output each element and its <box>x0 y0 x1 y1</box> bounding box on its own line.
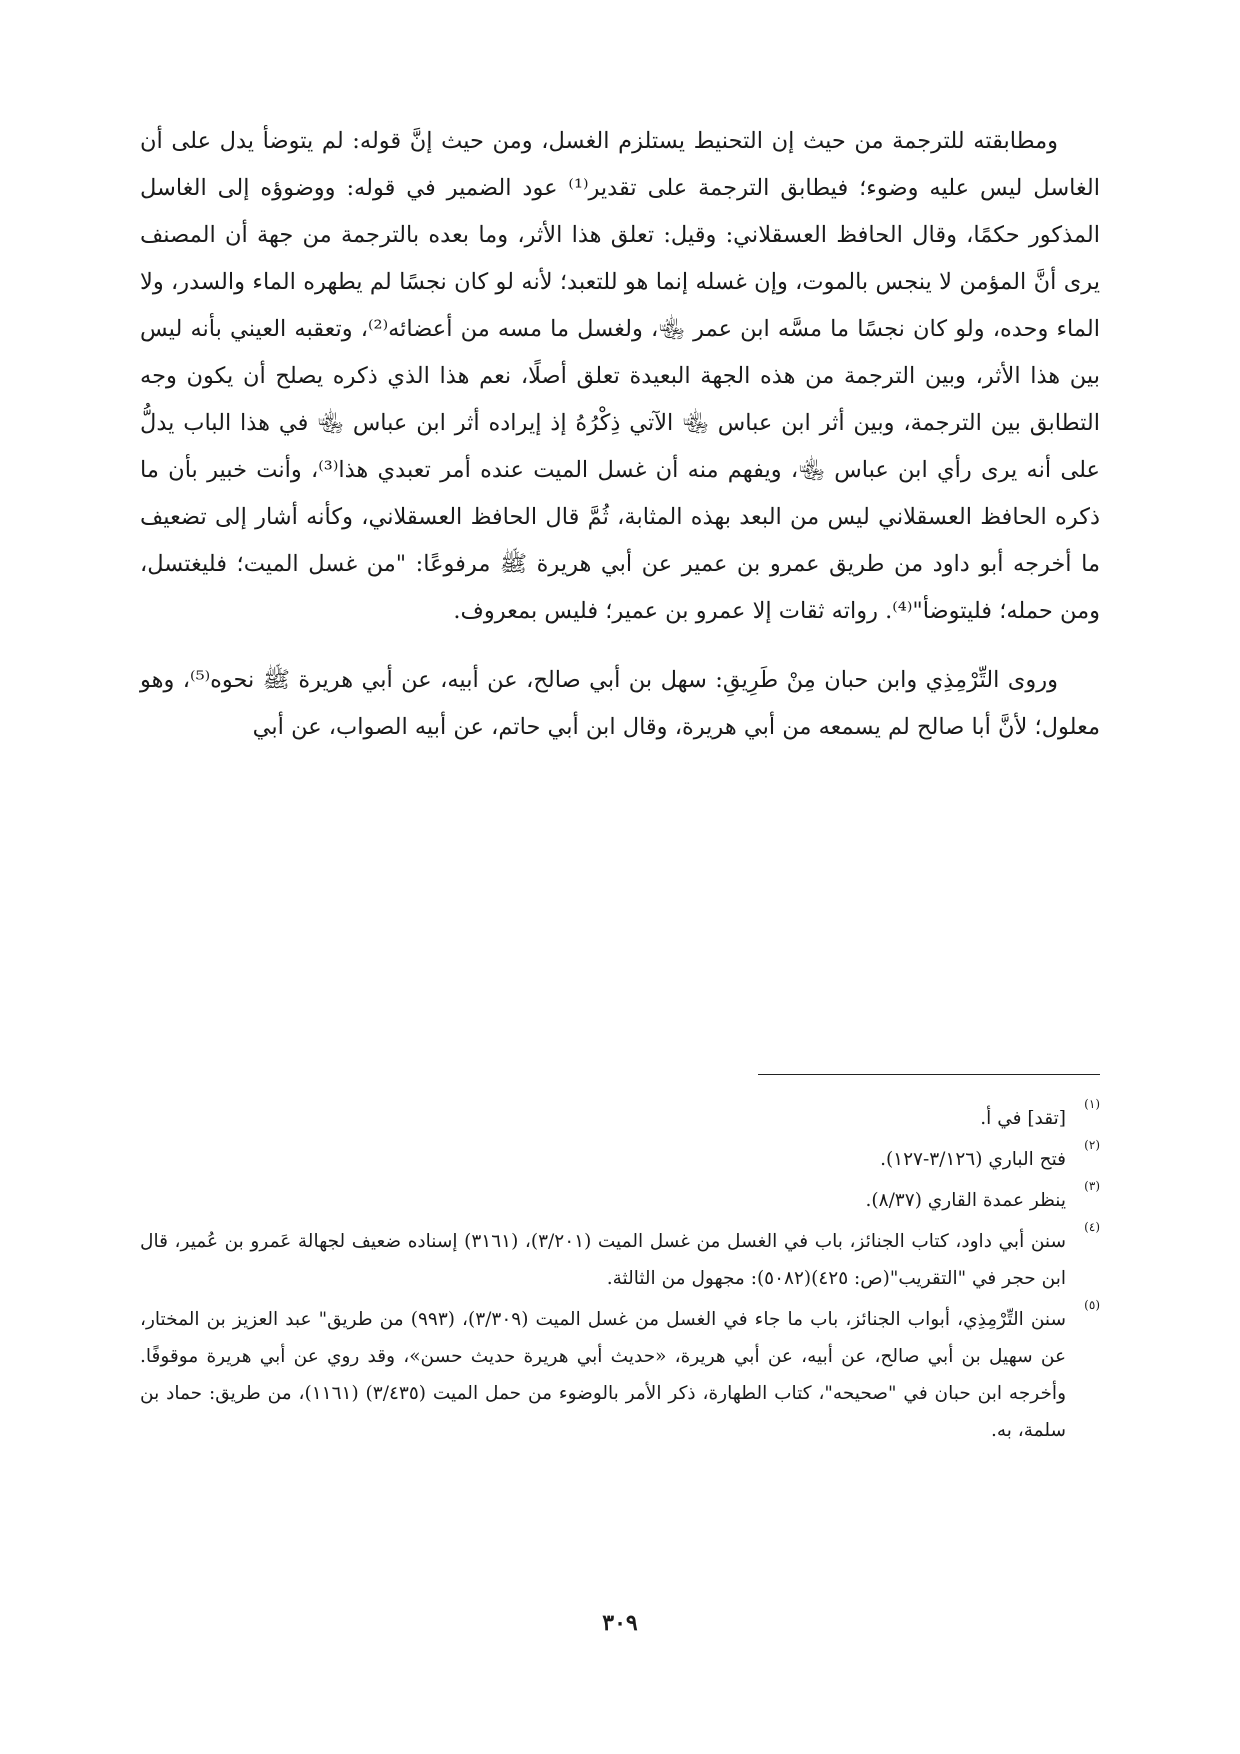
footnote-3 <box>140 1179 1100 1219</box>
footnote-number: (١) <box>1084 1097 1100 1111</box>
paragraph-1: ومطابقته للترجمة من حيث إن التحنيط يستلزم الغسل، ومن حيث إنَّ قوله: لم يتوضأ يدل على أن الغاسل ليس عليه وضوء؛ فيطابق الترجمة على تقدير⁽¹⁾ عود الضمير في قوله: ووضوؤه إلى الغاسل المذكور حكمًا، وقال الحافظ العسقلاني: وقيل: تعلق هذا الأثر، وما بعده بالترجمة من جهة أن المصنف يرى أنَّ المؤمن لا ينجس بالموت، وإن غسله إنما هو للتعبد؛ لأنه لو كان نجسًا لم يطهره الماء والسدر، ولا الماء وحده، ولو كان نجسًا ما مسَّه ابن عمر ﵄، ولغسل ما مسه من أعضائه⁽²⁾، وتعقبه العيني بأنه ليس بين هذا الأثر، وبين الترجمة من هذه الجهة البعيدة تعلق أصلًا، نعم هذا الذي ذكره يصلح أن يكون وجه التطابق بين الترجمة، وبين أثر ابن عباس ﵄ الآتي ذِكْرُهُ إذ إيراده أثر ابن عباس ﵄ في هذا الباب يدلُّ على أنه يرى رأي ابن عباس ﵄، ويفهم منه أن غسل الميت عنده أمر تعبدي هذا⁽³⁾، وأنت خبير بأن ما ذكره الحافظ العسقلاني ليس من البعد بهذه المثابة، ثُمَّ قال الحافظ العسقلاني، وكأنه أشار إلى تضعيف ما أخرجه أبو داود من طريق عمرو بن عمير عن أبي هريرة ﷺ مرفوعًا: "من غسل الميت؛ فليغتسل، ومن حمله؛ فليتوضأ"⁽⁴⁾. رواته ثقات إلا عمرو بن عمير؛ فليس بمعروف. <box>140 128 1100 624</box>
footnote-text: فتح الباري (٣/١٢٦-١٢٧). <box>880 1149 1066 1170</box>
footnote-number: (٥) <box>1084 1298 1100 1312</box>
footnote-number: (٣) <box>1084 1179 1100 1193</box>
main-text-body <box>140 118 1100 773</box>
footnote-text: سنن التِّرْمِذِي، أبواب الجنائز، باب ما جاء في الغسل من غسل الميت (٣/٣٠٩)، (٩٩٣) من طريق" عبد العزيز بن المختار، عن سهيل بن أبي صالح، عن أبيه، عن أبي هريرة، «حديث أبي هريرة حديث حسن»، وقد روي عن أبي هريرة موقوفًا. وأخرجه ابن حبان في "صحيحه"، كتاب الطهارة، ذكر الأمر بالوضوء من حمل الميت (٣/٤٣٥) (١١٦١)، من طريق: حماد بن سلمة، به. <box>140 1309 1067 1441</box>
footnote-number: (٤) <box>1084 1220 1100 1234</box>
paragraph-2: وروى التِّرْمِذِي وابن حبان مِنْ طَرِيقِ: سهل بن أبي صالح، عن أبيه، عن أبي هريرة ﷺ نحوه⁽⁵⁾، وهو معلول؛ لأنَّ أبا صالح لم يسمعه من أبي هريرة، وقال ابن أبي حاتم، عن أبيه الصواب، عن أبي <box>140 667 1100 740</box>
footnote-4 <box>140 1220 1100 1297</box>
footnote-text: سنن أبي داود، كتاب الجنائز، باب في الغسل من غسل الميت (٣/٢٠١)، (٣١٦١) إسناده ضعيف لجهالة عَمرو بن عُمير، قال ابن حجر في "التقريب"(ص: ٤٢٥)(٥٠٨٢): مجهول من الثالثة. <box>140 1231 1066 1289</box>
footnotes-section <box>140 1097 1100 1453</box>
footnote-number: (٢) <box>1084 1138 1100 1152</box>
footnote-5 <box>140 1298 1100 1449</box>
footnote-text: [تقد] في أ. <box>980 1108 1066 1129</box>
footnote-1 <box>140 1097 1100 1137</box>
footnote-2 <box>140 1138 1100 1178</box>
footnote-text: ينظر عمدة القاري (٨/٣٧). <box>865 1190 1066 1211</box>
footnote-divider <box>758 1074 1100 1075</box>
page-number: ٣٠٩ <box>602 1610 638 1636</box>
